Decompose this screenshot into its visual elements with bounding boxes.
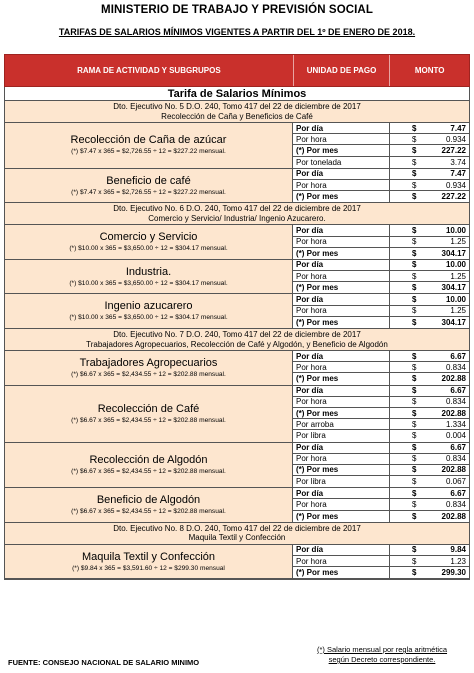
table-row [293, 317, 469, 328]
pay-amount [390, 169, 469, 179]
group-rates [293, 545, 469, 579]
amount-value: 227.22 [441, 192, 466, 202]
group-label [5, 260, 293, 294]
group-formula: (*) $10.00 x 365 = $3,650.00 ÷ 12 = $304.17 mensual. [69, 279, 228, 287]
currency-sign: $ [412, 295, 417, 305]
table-header [4, 54, 470, 87]
header-monto: MONTO [414, 65, 445, 75]
group-name: Comercio y Servicio [99, 231, 198, 244]
pay-amount [390, 225, 469, 235]
pay-unit: Por hora [293, 454, 390, 464]
group-rates [293, 443, 469, 488]
pay-amount [390, 488, 469, 498]
pay-amount [390, 237, 469, 247]
pay-unit: (*) Por mes [293, 191, 390, 202]
pay-unit: (*) Por mes [293, 145, 390, 155]
table-row [293, 545, 469, 556]
tarifa-title: Tarifa de Salarios Mínimos [5, 87, 469, 101]
wage-group [5, 443, 469, 489]
group-formula: (*) $10.00 x 365 = $3,650.00 ÷ 12 = $304.17 mensual. [69, 245, 228, 253]
table-row [293, 499, 469, 510]
amount-value: 202.88 [441, 374, 466, 384]
wage-group [5, 351, 469, 386]
document-title: MINISTERIO DE TRABAJO Y PREVISIÓN SOCIAL [101, 4, 373, 16]
pay-unit: Por hora [293, 556, 390, 566]
pay-amount [390, 351, 469, 361]
pay-amount [390, 134, 469, 144]
amount-value: 0.834 [445, 397, 466, 407]
group-label [5, 386, 293, 442]
amount-value: 0.004 [445, 431, 466, 441]
pay-amount [390, 556, 469, 566]
pay-amount [390, 419, 469, 429]
table-row [293, 430, 469, 441]
group-rates [293, 169, 469, 203]
currency-sign: $ [412, 192, 417, 202]
currency-sign: $ [412, 362, 417, 372]
group-name: Beneficio de Algodón [96, 494, 201, 507]
table-row [293, 271, 469, 282]
pay-unit: Por día [293, 443, 390, 453]
sector-line: Maquila Textil y Confección [188, 533, 286, 543]
pay-unit: Por hora [293, 306, 390, 316]
pay-amount [390, 443, 469, 453]
sector-line: Trabajadores Agropecuarios, Recolección de Café y Algodón, y Beneficio de Algodón [86, 339, 388, 349]
amount-value: 6.67 [450, 443, 466, 453]
pay-amount [390, 567, 469, 578]
group-rates [293, 488, 469, 522]
group-label [5, 488, 293, 522]
group-label [5, 169, 293, 203]
wage-group [5, 488, 469, 523]
pay-unit: (*) Por mes [293, 511, 390, 522]
pay-amount [390, 430, 469, 441]
table-row [293, 169, 469, 180]
group-name: Ingenio azucarero [104, 300, 193, 313]
pay-amount [390, 362, 469, 372]
pay-amount [390, 191, 469, 202]
pay-amount [390, 317, 469, 328]
pay-amount [390, 465, 469, 475]
table-row [293, 248, 469, 259]
decreto-line: Dto. Ejecutivo No. 8 D.O. 240, Tomo 417 del 22 de diciembre de 2017 [113, 523, 361, 533]
amount-value: 1.25 [450, 306, 466, 316]
wage-group [5, 545, 469, 580]
group-name: Maquila Textil y Confección [81, 550, 216, 563]
group-label [5, 351, 293, 385]
table-row [293, 306, 469, 317]
group-rates [293, 260, 469, 294]
footer-note-line-2: según Decreto correspondiente. [328, 655, 436, 664]
table-row [293, 294, 469, 305]
amount-value: 10.00 [445, 225, 466, 235]
pay-unit: Por día [293, 351, 390, 361]
currency-sign: $ [412, 500, 417, 510]
table-row [293, 282, 469, 293]
group-formula: (*) $10.00 x 365 = $3,650.00 ÷ 12 = $304.17 mensual. [69, 314, 228, 322]
currency-sign: $ [412, 260, 417, 270]
decreto-line: Dto. Ejecutivo No. 6 D.O. 240, Tomo 417 del 22 de diciembre de 2017 [113, 204, 361, 214]
table-row [293, 157, 469, 168]
table-row [293, 397, 469, 408]
amount-value: 10.00 [445, 260, 466, 270]
amount-value: 1.334 [445, 419, 466, 429]
wage-group [5, 225, 469, 260]
pay-amount [390, 397, 469, 407]
decreto-block [5, 523, 469, 545]
currency-sign: $ [412, 134, 417, 144]
currency-sign: $ [412, 568, 417, 578]
amount-value: 6.67 [450, 386, 466, 396]
pay-unit: (*) Por mes [293, 408, 390, 418]
table-row [293, 351, 469, 362]
group-formula: (*) $7.47 x 365 = $2,726.55 ÷ 12 = $227.22 mensual. [71, 188, 226, 196]
wage-group [5, 123, 469, 169]
currency-sign: $ [412, 488, 417, 498]
pay-unit: Por libra [293, 476, 390, 487]
group-name: Recolección de Algodón [89, 453, 208, 466]
wage-group [5, 260, 469, 295]
pay-amount [390, 294, 469, 304]
pay-unit: (*) Por mes [293, 567, 390, 578]
pay-amount [390, 373, 469, 384]
pay-unit: Por libra [293, 430, 390, 441]
document-subtitle: TARIFAS DE SALARIOS MÍNIMOS VIGENTES A PARTIR DEL 1º DE ENERO DE 2018. [58, 27, 416, 37]
table-row [293, 145, 469, 156]
amount-value: 0.834 [445, 500, 466, 510]
table-row [293, 191, 469, 202]
amount-value: 7.47 [450, 169, 466, 179]
amount-value: 7.47 [450, 123, 466, 133]
currency-sign: $ [412, 545, 417, 555]
amount-value: 0.834 [445, 362, 466, 372]
decreto-block [5, 101, 469, 123]
footer-note [294, 645, 470, 665]
pay-unit: Por hora [293, 271, 390, 281]
pay-unit: Por arroba [293, 419, 390, 429]
currency-sign: $ [412, 374, 417, 384]
amount-value: 1.23 [450, 556, 466, 566]
table-row [293, 362, 469, 373]
amount-value: 9.84 [450, 545, 466, 555]
amount-value: 6.67 [450, 488, 466, 498]
amount-value: 227.22 [441, 145, 466, 155]
decreto-block [5, 329, 469, 351]
group-formula: (*) $9.84 x 365 = $3,591.60 ÷ 12 = $299.30 mensual [72, 564, 225, 572]
pay-unit: Por hora [293, 134, 390, 144]
amount-value: 6.67 [450, 351, 466, 361]
table-row [293, 488, 469, 499]
amount-value: 3.74 [450, 157, 466, 167]
currency-sign: $ [412, 465, 417, 475]
group-formula: (*) $6.67 x 365 = $2,434.55 ÷ 12 = $202.88 mensual. [71, 416, 226, 424]
wage-group [5, 386, 469, 443]
pay-unit: (*) Por mes [293, 465, 390, 475]
group-name: Trabajadores Agropecuarios [79, 356, 218, 369]
amount-value: 202.88 [441, 408, 466, 418]
pay-amount [390, 145, 469, 155]
pay-amount [390, 260, 469, 270]
amount-value: 0.067 [445, 477, 466, 487]
group-formula: (*) $7.47 x 365 = $2,726.55 ÷ 12 = $227.22 mensual. [71, 148, 226, 156]
currency-sign: $ [412, 419, 417, 429]
amount-value: 202.88 [441, 511, 466, 521]
sector-line: Recolección de Caña y Beneficios de Café [161, 111, 313, 121]
footer-source: FUENTE: CONSEJO NACIONAL DE SALARIO MINIMO [8, 658, 200, 667]
decreto-line: Dto. Ejecutivo No. 5 D.O. 240, Tomo 417 del 22 de diciembre de 2017 [113, 102, 361, 111]
currency-sign: $ [412, 248, 417, 258]
group-formula: (*) $6.67 x 365 = $2,434.55 ÷ 12 = $202.88 mensual. [71, 467, 226, 475]
amount-value: 1.25 [450, 271, 466, 281]
pay-unit: Por tonelada [293, 157, 390, 168]
footer-note-line-1: (*) Salario mensual por regla aritmética [316, 645, 448, 654]
currency-sign: $ [412, 237, 417, 247]
pay-unit: Por día [293, 169, 390, 179]
amount-value: 304.17 [441, 283, 466, 293]
group-name: Recolección de Caña de azúcar [70, 134, 227, 147]
currency-sign: $ [412, 306, 417, 316]
table-row [293, 260, 469, 271]
table-row [293, 476, 469, 487]
currency-sign: $ [412, 408, 417, 418]
currency-sign: $ [412, 386, 417, 396]
amount-value: 299.30 [441, 568, 466, 578]
pay-amount [390, 511, 469, 522]
table-row [293, 180, 469, 191]
pay-unit: Por día [293, 225, 390, 235]
pay-unit: Por hora [293, 180, 390, 190]
wage-group [5, 294, 469, 329]
currency-sign: $ [412, 123, 417, 133]
currency-sign: $ [412, 477, 417, 487]
header-unidad: UNIDAD DE PAGO [294, 55, 391, 86]
table-row [293, 225, 469, 236]
pay-amount [390, 271, 469, 281]
currency-sign: $ [412, 145, 417, 155]
pay-unit: Por día [293, 386, 390, 396]
currency-sign: $ [412, 317, 417, 327]
amount-value: 304.17 [441, 317, 466, 327]
currency-sign: $ [412, 351, 417, 361]
pay-amount [390, 386, 469, 396]
pay-unit: Por día [293, 545, 390, 555]
currency-sign: $ [412, 454, 417, 464]
group-rates [293, 225, 469, 259]
currency-sign: $ [412, 225, 417, 235]
pay-unit: Por día [293, 294, 390, 304]
table-row [293, 556, 469, 567]
pay-unit: (*) Por mes [293, 317, 390, 328]
wage-table [4, 87, 470, 580]
wage-group [5, 169, 469, 204]
table-row [293, 465, 469, 476]
decreto-block [5, 203, 469, 225]
amount-value: 10.00 [445, 295, 466, 305]
table-row [293, 511, 469, 522]
amount-value: 202.88 [441, 465, 466, 475]
pay-amount [390, 476, 469, 487]
group-name: Industria. [125, 265, 172, 278]
table-row [293, 134, 469, 145]
pay-amount [390, 499, 469, 509]
group-formula: (*) $6.67 x 365 = $2,434.55 ÷ 12 = $202.88 mensual. [71, 508, 226, 516]
currency-sign: $ [412, 431, 417, 441]
amount-value: 0.934 [445, 180, 466, 190]
group-label [5, 545, 293, 579]
pay-unit: (*) Por mes [293, 373, 390, 384]
table-row [293, 454, 469, 465]
currency-sign: $ [412, 169, 417, 179]
group-label [5, 225, 293, 259]
group-label [5, 443, 293, 488]
table-row [293, 408, 469, 419]
group-name: Beneficio de café [106, 174, 191, 187]
currency-sign: $ [412, 180, 417, 190]
amount-value: 0.934 [445, 134, 466, 144]
amount-value: 0.834 [445, 454, 466, 464]
amount-value: 304.17 [441, 248, 466, 258]
group-name: Recolección de Café [97, 402, 200, 415]
table-row [293, 443, 469, 454]
pay-unit: Por día [293, 260, 390, 270]
pay-amount [390, 157, 469, 168]
currency-sign: $ [412, 397, 417, 407]
pay-amount [390, 408, 469, 418]
group-rates [293, 386, 469, 442]
group-label [5, 123, 293, 168]
pay-amount [390, 545, 469, 555]
currency-sign: $ [412, 443, 417, 453]
table-row [293, 237, 469, 248]
pay-amount [390, 248, 469, 259]
table-row [293, 373, 469, 384]
amount-value: 1.25 [450, 237, 466, 247]
currency-sign: $ [412, 511, 417, 521]
pay-unit: Por día [293, 488, 390, 498]
pay-unit: Por hora [293, 499, 390, 509]
pay-unit: Por hora [293, 397, 390, 407]
table-row [293, 123, 469, 134]
pay-amount [390, 306, 469, 316]
pay-amount [390, 180, 469, 190]
group-formula: (*) $6.67 x 365 = $2,434.55 ÷ 12 = $202.88 mensual. [71, 370, 226, 378]
currency-sign: $ [412, 157, 417, 167]
group-rates [293, 351, 469, 385]
pay-unit: Por día [293, 123, 390, 133]
pay-unit: (*) Por mes [293, 282, 390, 293]
group-rates [293, 123, 469, 168]
header-rama: RAMA DE ACTIVIDAD Y SUBGRUPOS [5, 55, 294, 86]
sector-line: Comercio y Servicio/ Industria/ Ingenio Azucarero. [148, 213, 326, 223]
table-row [293, 419, 469, 430]
table-row [293, 386, 469, 397]
pay-amount [390, 123, 469, 133]
group-rates [293, 294, 469, 328]
currency-sign: $ [412, 283, 417, 293]
group-label [5, 294, 293, 328]
pay-unit: Por hora [293, 362, 390, 372]
pay-unit: (*) Por mes [293, 248, 390, 259]
pay-unit: Por hora [293, 237, 390, 247]
currency-sign: $ [412, 556, 417, 566]
currency-sign: $ [412, 271, 417, 281]
pay-amount [390, 454, 469, 464]
table-row [293, 567, 469, 578]
pay-amount [390, 282, 469, 293]
decreto-line: Dto. Ejecutivo No. 7 D.O. 240, Tomo 417 del 22 de diciembre de 2017 [113, 330, 361, 339]
